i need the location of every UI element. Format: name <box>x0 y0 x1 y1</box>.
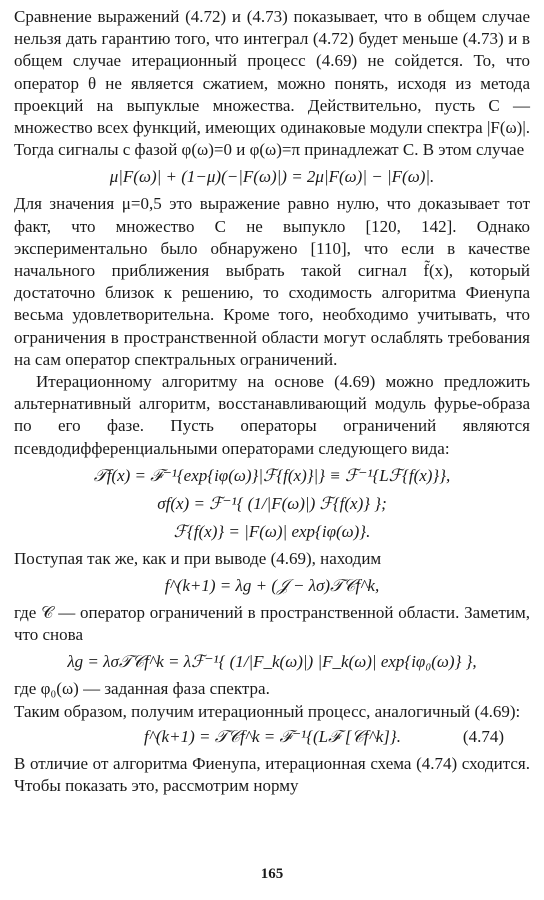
page-content <box>14 6 530 797</box>
paragraph-2: Для значения μ=0,5 это выражение равно нулю, что доказывает тот факт, что множество C не выпукло [120, 142]. Однако экспериментально было обнаружено [110], что если в качестве начального приближения выбрать такой сигнал f̃(x), который достаточно близок к решению, то сходимость алгоритма Фиенупа весьма удовлетворительна. Кроме того, необходимо учитывать, что ограничения в пространственной области могут ослаблять требования на сам оператор спектральных ограничений. <box>14 194 530 369</box>
equation-4-74-row <box>14 723 530 753</box>
paragraph-1: Сравнение выражений (4.72) и (4.73) показывает, что в общем случае нельзя дать гарантию того, что интеграл (4.72) будет меньше (4.73) и в общем случае итерационный процесс (4.69) не сойдется. То, что оператор θ не является сжатием, можно понять, исходя из метода проекций на выпуклые множества. Действительно, пусть C — множество всех функций, имеющих одинаковые модули спектра |F(ω)|. Тогда сигналы с фазой φ(ω)=0 и φ(ω)=π принадлежат C. В этом случае <box>14 7 530 160</box>
paragraph-8: В отличие от алгоритма Фиенупа, итерационная схема (4.74) сходится. Чтобы показать это, рассмотрим норму <box>14 753 530 796</box>
equation-fourier-f: ℱ{f(x)} = |F(ω)| exp{iφ(ω)}. <box>173 521 371 541</box>
equation-lambda-g: λg = λσ𝒯𝒞f^k = λℱ⁻¹{ (1/|F_k(ω)|) |F_k(ω)| exp{iφ₀(ω)} }, <box>67 652 477 672</box>
equation-iteration: f^(k+1) = λg + (𝒥 − λσ)𝒯𝒞f^k, <box>164 576 380 596</box>
paragraph-5: где 𝒞 — оператор ограничений в пространственной области. Заметим, что снова <box>14 603 530 645</box>
paragraph-6: где φ₀(ω) — заданная фаза спектра. <box>14 679 270 699</box>
equation-operator-sigma: σf(x) = ℱ⁻¹{ (1/|F(ω)|) ℱ{f(x)} }; <box>157 493 387 513</box>
paragraph-7: Таким образом, получим итерационный процесс, аналогичный (4.69): <box>14 701 521 721</box>
paragraph-3: Итерационному алгоритму на основе (4.69) можно предложить альтернативный алгоритм, восстанавливающий модуль фурье-образа по его фазе. Пусть операторы ограничений являются псевдодифференциальными операторами следующего вида: <box>14 372 530 458</box>
equation-operator-t: 𝒯f(x) = ℱ⁻¹{exp{iφ(ω)}|ℱ{f(x)}|} ≡ ℱ⁻¹{Lℱ{f(x)}}, <box>93 465 451 485</box>
page-number: 165 <box>260 866 284 882</box>
equation-number: (4.74) <box>462 726 504 746</box>
equation-4-74: f^(k+1) = 𝒯𝒞f^k = ℱ⁻¹{(Lℱ [𝒞f^k]}. <box>144 726 401 746</box>
paragraph-4: Поступая так же, как и при выводе (4.69), находим <box>14 548 382 568</box>
equation-mu-sum: μ|F(ω)| + (1−μ)(−|F(ω)|) = 2μ|F(ω)| − |F(ω)|. <box>109 167 435 187</box>
